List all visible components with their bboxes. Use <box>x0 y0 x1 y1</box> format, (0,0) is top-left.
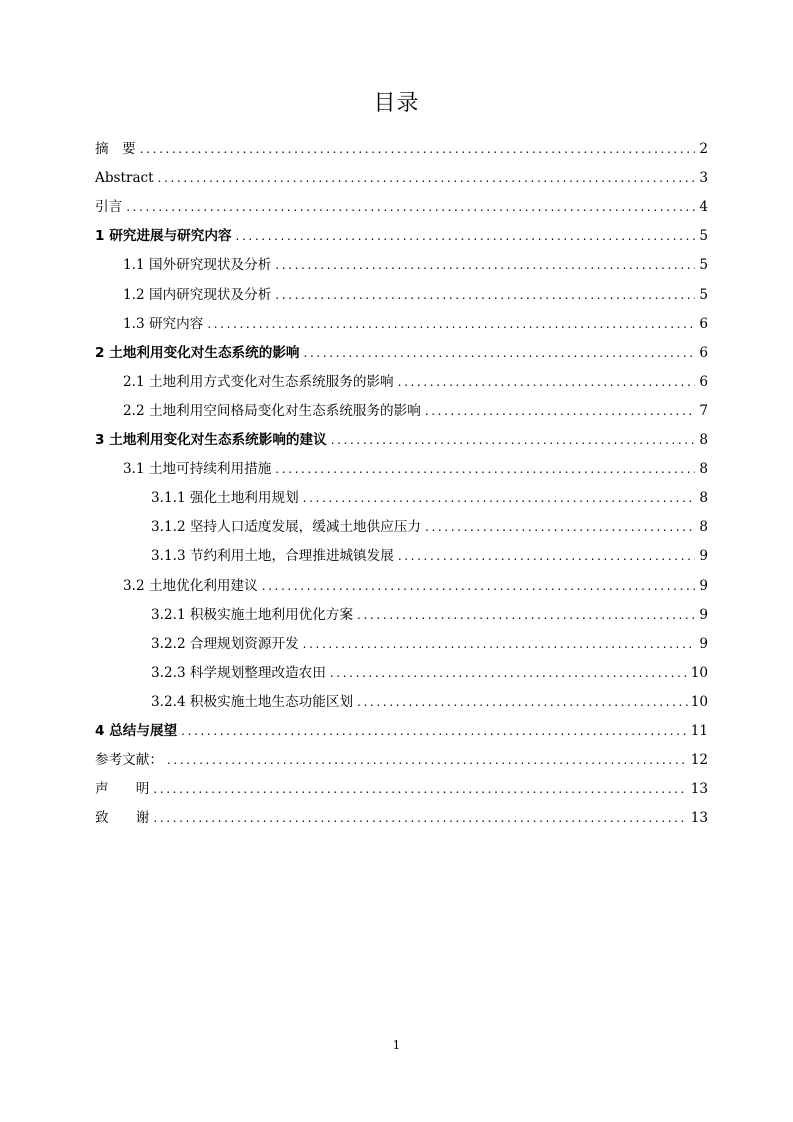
toc-entry-page-number: 8 <box>699 490 708 507</box>
toc-entry[interactable] <box>95 478 708 507</box>
toc-dot-leader <box>425 518 695 536</box>
toc-dot-leader <box>275 286 695 304</box>
toc-entry[interactable] <box>95 158 708 187</box>
toc-dot-leader <box>207 315 695 333</box>
toc-entry-label: 2.2 土地利用空间格局变化对生态系统服务的影响 <box>123 402 421 419</box>
toc-dot-leader <box>303 489 695 507</box>
toc-entry-label: 3.2.4 积极实施土地生态功能区划 <box>151 693 354 710</box>
toc-dot-leader <box>262 577 695 595</box>
toc-entry[interactable] <box>95 711 708 740</box>
toc-entry-page-number: 8 <box>699 519 708 536</box>
toc-entry-label: 3.2.3 科学规划整理改造农田 <box>151 664 326 681</box>
toc-entry[interactable] <box>95 420 708 449</box>
toc-entry[interactable] <box>95 362 708 391</box>
toc-dot-leader <box>275 256 695 274</box>
toc-entry-page-number: 10 <box>690 693 708 710</box>
toc-entry-label: 1.1 国外研究现状及分析 <box>123 257 272 274</box>
toc-entry-page-number: 7 <box>699 402 708 419</box>
toc-entry-page-number: 9 <box>699 635 708 652</box>
toc-entry[interactable] <box>95 245 708 274</box>
toc-entry[interactable] <box>95 595 708 624</box>
toc-entry[interactable] <box>95 129 708 158</box>
toc-entry[interactable] <box>95 187 708 216</box>
toc-dot-leader <box>158 169 695 187</box>
toc-entry-page-number: 9 <box>699 606 708 623</box>
toc-entry[interactable] <box>95 653 708 682</box>
toc-entry-page-number: 6 <box>699 373 708 390</box>
toc-dot-leader <box>357 693 688 711</box>
toc-entry-page-number: 9 <box>699 577 708 594</box>
toc-entry-label: 3.2.1 积极实施土地利用优化方案 <box>151 606 354 623</box>
toc-dot-leader <box>304 344 695 362</box>
toc-dot-leader <box>357 606 695 624</box>
toc-entry-page-number: 13 <box>690 810 708 827</box>
toc-entry[interactable] <box>95 740 708 769</box>
toc-dot-leader <box>398 547 695 565</box>
toc-entry-page-number: 4 <box>699 199 708 216</box>
toc-entry[interactable] <box>95 216 708 245</box>
toc-entry-label: 3.1.1 强化土地利用规划 <box>151 490 299 507</box>
toc-entry-label: 致 谢 <box>95 810 150 827</box>
toc-entry-label: 摘 要 <box>95 141 136 158</box>
table-of-contents <box>95 129 708 827</box>
toc-entry-label: 参考文献： <box>95 752 163 769</box>
toc-entry-label: 2 土地利用变化对生态系统的影响 <box>95 344 300 361</box>
toc-entry-page-number: 2 <box>699 141 708 158</box>
page-title: 目录 <box>373 91 420 116</box>
toc-dot-leader <box>181 722 688 740</box>
toc-dot-leader <box>398 373 695 391</box>
toc-entry-label: 引言 <box>95 199 123 216</box>
toc-entry-label: 3.1.2 坚持人口适度发展，缓减土地供应压力 <box>151 519 422 536</box>
toc-entry-label: 3.1.3 节约利用土地，合理推进城镇发展 <box>151 548 394 565</box>
toc-entry[interactable] <box>95 304 708 333</box>
toc-entry-page-number: 3 <box>699 170 708 187</box>
toc-dot-leader <box>330 664 688 682</box>
toc-dot-leader <box>275 460 695 478</box>
toc-entry-label: 1.3 研究内容 <box>123 315 204 332</box>
toc-dot-leader <box>425 402 695 420</box>
toc-entry-page-number: 13 <box>690 781 708 798</box>
toc-dot-leader <box>153 780 687 798</box>
toc-entry[interactable] <box>95 507 708 536</box>
toc-entry[interactable] <box>95 333 708 362</box>
toc-entry-page-number: 10 <box>690 664 708 681</box>
toc-entry-label: 3.1 土地可持续利用措施 <box>123 461 272 478</box>
toc-entry-label: 1 研究进展与研究内容 <box>95 228 232 245</box>
toc-entry-label: Abstract <box>95 170 154 187</box>
toc-entry[interactable] <box>95 682 708 711</box>
toc-entry-page-number: 5 <box>699 228 708 245</box>
toc-entry-page-number: 12 <box>690 752 708 769</box>
toc-entry[interactable] <box>95 391 708 420</box>
toc-entry-page-number: 5 <box>699 257 708 274</box>
toc-entry-label: 3.2 土地优化利用建议 <box>123 577 258 594</box>
toc-entry-page-number: 8 <box>699 432 708 449</box>
toc-entry-page-number: 8 <box>699 461 708 478</box>
toc-entry-label: 3 土地利用变化对生态系统影响的建议 <box>95 432 327 449</box>
toc-entry[interactable] <box>95 798 708 827</box>
toc-entry-page-number: 6 <box>699 315 708 332</box>
toc-dot-leader <box>167 751 688 769</box>
toc-entry-label: 3.2.2 合理规划资源开发 <box>151 635 299 652</box>
toc-entry-label: 4 总结与展望 <box>95 722 178 739</box>
toc-entry[interactable] <box>95 565 708 594</box>
toc-dot-leader <box>140 140 695 158</box>
toc-entry-page-number: 6 <box>699 344 708 361</box>
toc-entry-label: 声 明 <box>95 781 150 798</box>
toc-dot-leader <box>126 198 695 216</box>
toc-entry[interactable] <box>95 624 708 653</box>
toc-entry-page-number: 5 <box>699 286 708 303</box>
toc-entry-label: 2.1 土地利用方式变化对生态系统服务的影响 <box>123 373 394 390</box>
toc-dot-leader <box>303 635 695 653</box>
toc-entry[interactable] <box>95 536 708 565</box>
toc-entry-page-number: 9 <box>699 548 708 565</box>
toc-dot-leader <box>331 431 695 449</box>
toc-entry[interactable] <box>95 274 708 303</box>
toc-entry-page-number: 11 <box>690 722 708 739</box>
toc-entry-label: 1.2 国内研究现状及分析 <box>123 286 272 303</box>
toc-entry[interactable] <box>95 449 708 478</box>
toc-dot-leader <box>153 809 687 827</box>
toc-dot-leader <box>236 227 695 245</box>
toc-entry[interactable] <box>95 769 708 798</box>
footer-page-number: 1 <box>392 1038 401 1052</box>
